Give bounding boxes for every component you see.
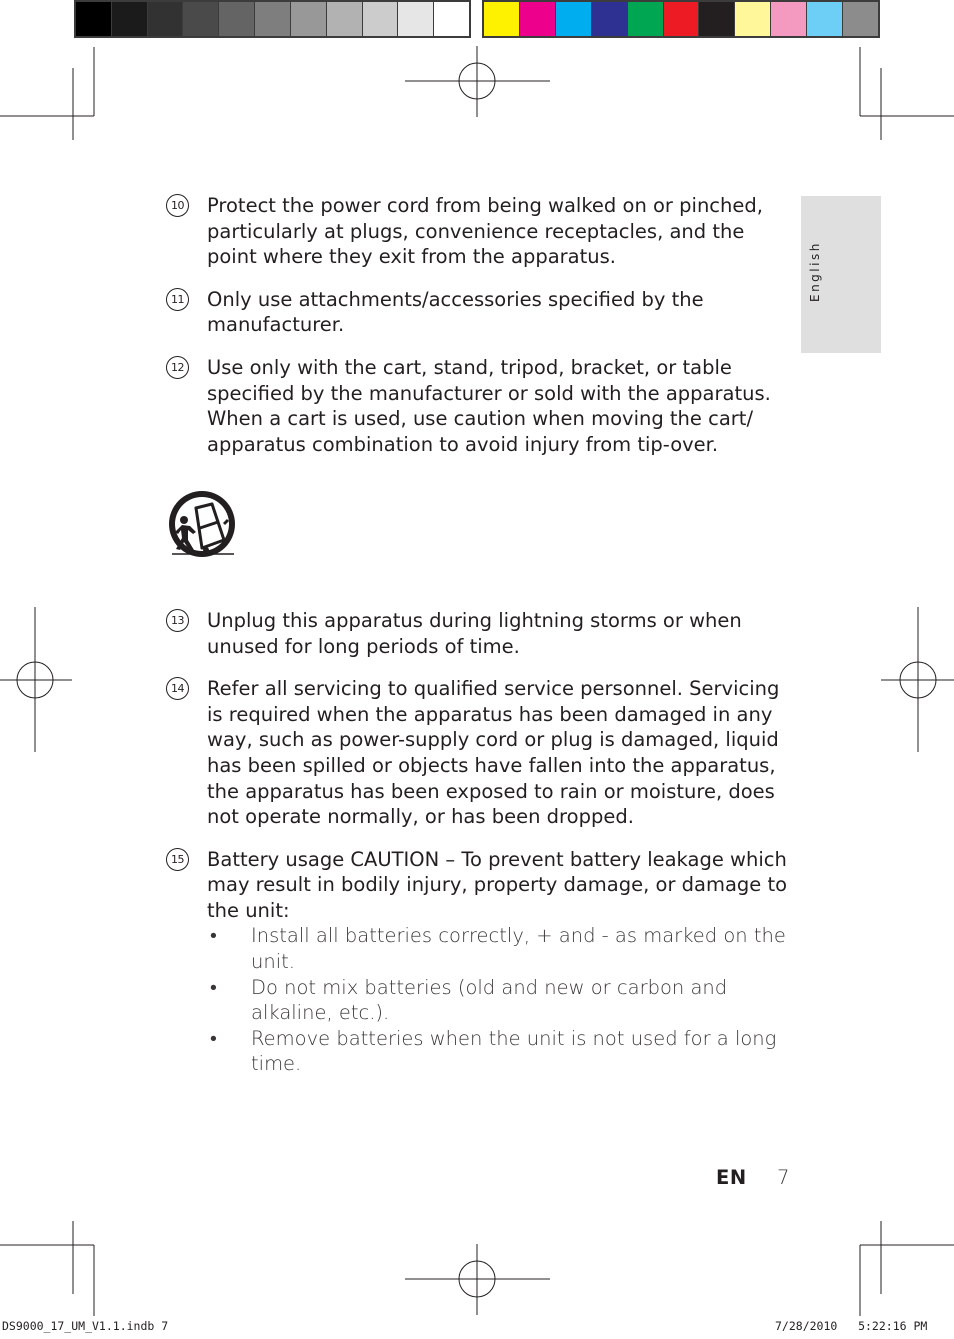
color-swatch	[255, 2, 291, 36]
color-swatch	[771, 2, 807, 36]
item-text: Only use attachments/accessories specified by the manufacturer.	[207, 287, 704, 337]
color-swatch	[807, 2, 843, 36]
item-number-badge: 15	[166, 848, 189, 871]
safety-instructions	[166, 193, 796, 1077]
instruction-item	[166, 676, 796, 830]
color-swatch	[183, 2, 219, 36]
color-swatch	[735, 2, 771, 36]
color-swatch	[148, 2, 184, 36]
color-swatch	[112, 2, 148, 36]
color-swatch	[219, 2, 255, 36]
color-swatch	[592, 2, 628, 36]
color-swatch	[363, 2, 399, 36]
item-text: Battery usage CAUTION – To prevent battery leakage which may result in bodily injury, property damage, or damage to the unit:	[207, 847, 788, 922]
print-slug-file: DS9000_17_UM_V1.1.indb 7	[2, 1319, 169, 1333]
color-swatch	[699, 2, 735, 36]
item-number-badge: 13	[166, 609, 189, 632]
item-text: Protect the power cord from being walked on or pinched, particularly at plugs, convenience receptacles, and the point where they exit from the apparatus.	[207, 194, 763, 269]
instruction-item	[166, 287, 796, 338]
color-swatch	[520, 2, 556, 36]
color-swatch	[664, 2, 700, 36]
print-slug-date: 7/28/2010 5:22:16 PM	[775, 1319, 928, 1333]
list-item	[207, 923, 796, 974]
bullet-text: Remove batteries when the unit is not used for a long time.	[251, 1026, 777, 1076]
list-item	[207, 1026, 796, 1077]
instruction-item	[166, 847, 796, 1077]
instruction-item	[166, 355, 796, 457]
item-number-badge: 11	[166, 288, 189, 311]
color-swatch	[556, 2, 592, 36]
bullet-symbol: •	[210, 924, 217, 948]
color-swatch	[843, 2, 878, 36]
instruction-item	[166, 608, 796, 659]
item-text: Refer all servicing to qualified service personnel. Servicing is required when the apparatus has been damaged in any way, such as power-supply cord or plug is damaged, liquid has been spilled or objects have fallen into the apparatus, the apparatus has been exposed to rain or moisture, does not operate normally, or has been dropped.	[207, 677, 780, 829]
page-number: 7	[777, 1166, 790, 1189]
battery-bullet-list	[207, 923, 796, 1077]
color-swatch	[291, 2, 327, 36]
item-text: Unplug this apparatus during lightning storms or when unused for long periods of time.	[207, 608, 742, 658]
color-swatch	[484, 2, 520, 36]
color-swatch	[628, 2, 664, 36]
bullet-symbol: •	[210, 1026, 217, 1050]
grayscale-color-bar	[74, 0, 471, 38]
item-number-badge: 10	[166, 194, 189, 217]
process-color-bar	[482, 0, 880, 38]
color-swatch	[76, 2, 112, 36]
instruction-item	[166, 193, 796, 270]
bullet-text: Do not mix batteries (old and new or carbon and alkaline, etc.).	[251, 975, 728, 1025]
footer-language-code: EN	[716, 1166, 747, 1189]
language-tab-label: English	[808, 241, 822, 302]
color-swatch	[327, 2, 363, 36]
item-number-badge: 14	[166, 677, 189, 700]
list-item	[207, 975, 796, 1026]
item-number-badge: 12	[166, 356, 189, 379]
color-swatch	[434, 2, 469, 36]
item-text: Use only with the cart, stand, tripod, bracket, or table specified by the manufacturer or sold with the apparatus. When a cart is used, use caution when moving the cart/ apparatus combination to avoid injury from tip-over.	[207, 355, 771, 456]
bullet-text: Install all batteries correctly, + and - as marked on the unit.	[251, 924, 786, 974]
bullet-symbol: •	[210, 975, 217, 999]
cart-tip-over-warning-icon	[166, 490, 238, 562]
color-swatch	[398, 2, 434, 36]
